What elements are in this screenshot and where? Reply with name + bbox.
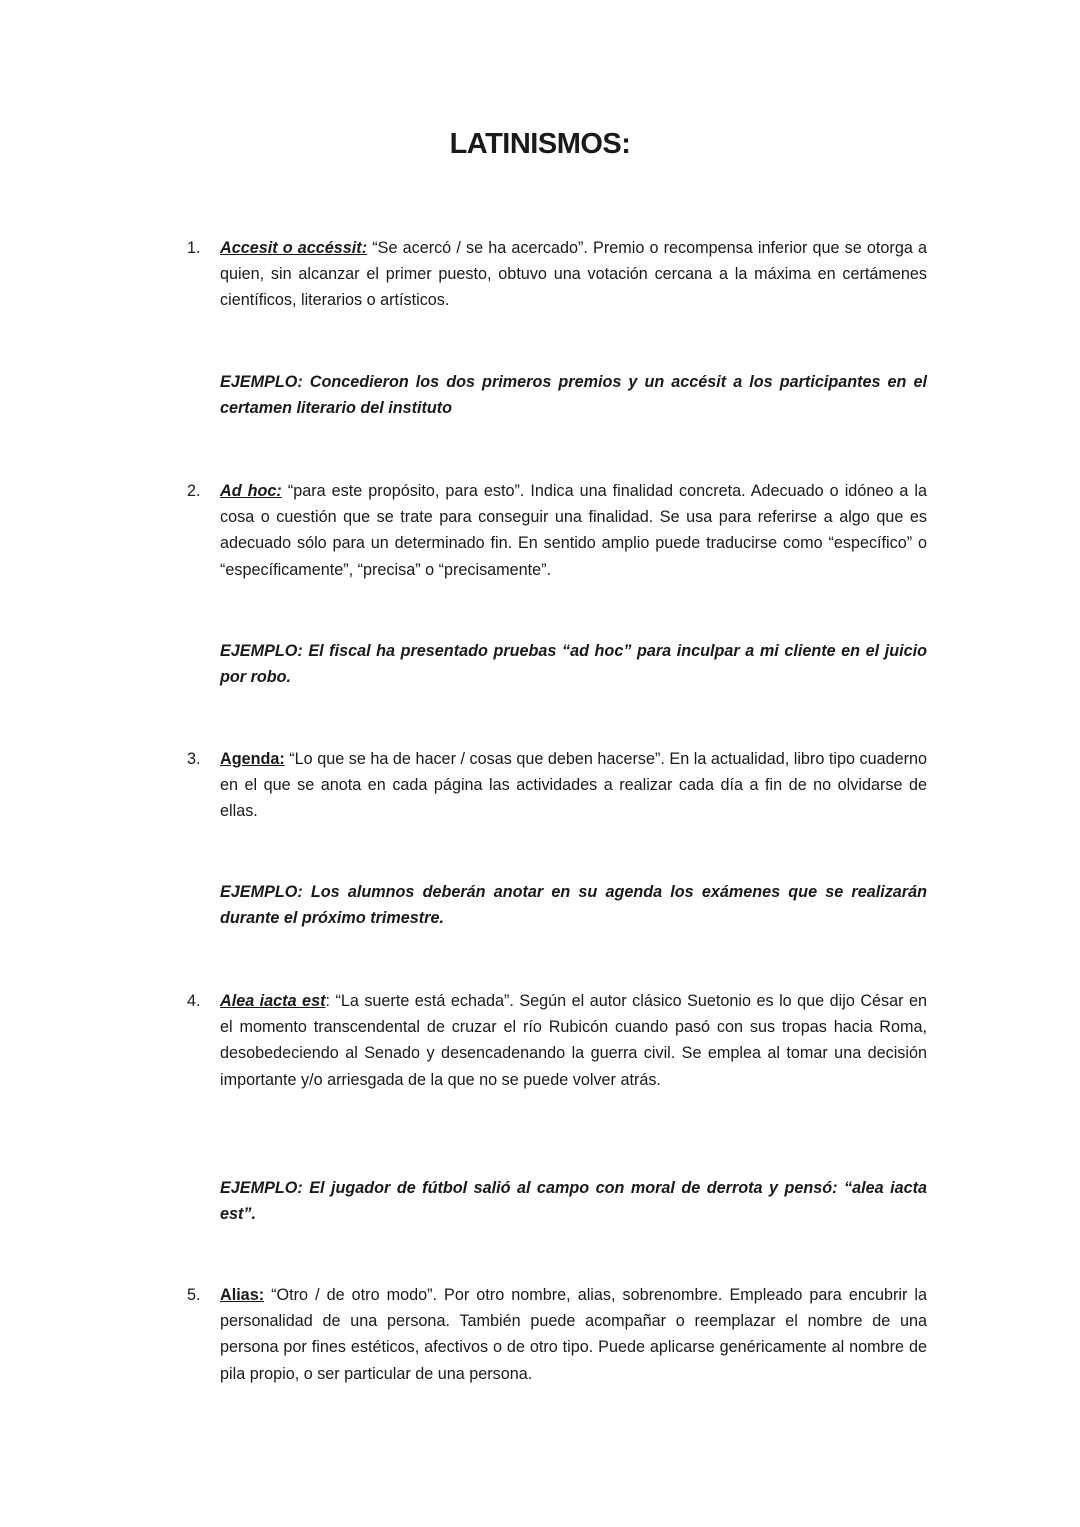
example-text: EJEMPLO: El fiscal ha presentado pruebas “ad hoc” para inculpar a mi cliente en el juicio por robo. — [220, 642, 927, 687]
example-text: EJEMPLO: Concedieron los dos primeros premios y un accésit a los participantes en el certamen literario del instituto — [220, 373, 927, 418]
page-title: LATINISMOS: — [449, 128, 631, 160]
list-item-agenda — [187, 746, 927, 825]
term-label: Accesit o accéssit: — [220, 239, 368, 257]
list-item-body — [220, 746, 927, 825]
term-definition: “Otro / de otro modo”. Por otro nombre, alias, sobrenombre. Empleado para encubrir la personalidad de una persona. También puede acompañar o reemplazar el nombre de una persona por fines estéticos, afectivos o de otro tipo. Puede aplicarse genéricamente al nombre de pila propio, o ser particular de una persona. — [220, 1286, 927, 1383]
term-definition: : “La suerte está echada”. Según el autor clásico Suetonio es lo que dijo César en el momento transcendental de cruzar el río Rubicón cuando pasó con sus tropas hacia Roma, desobedeciendo al Senado y desencadenando la guerra civil. Se emplea al tomar una decisión importante y/o arriesgada de la que no se puede volver atrás. — [220, 992, 927, 1089]
list-item-alias — [187, 1282, 927, 1387]
list-item-accesit — [187, 235, 927, 314]
list-item-number: 3. — [187, 750, 201, 768]
list-item-alea-iacta-est — [187, 988, 927, 1093]
term-label: Agenda: — [220, 750, 285, 768]
example-text: EJEMPLO: El jugador de fútbol salió al campo con moral de derrota y pensó: “alea iacta est”. — [220, 1179, 927, 1224]
list-item-number: 4. — [187, 992, 201, 1010]
example-text: EJEMPLO: Los alumnos deberán anotar en su agenda los exámenes que se realizarán durante el próximo trimestre. — [220, 883, 927, 928]
list-item-body — [220, 988, 927, 1093]
term-label: Alias: — [220, 1286, 265, 1304]
list-item-number: 1. — [187, 239, 201, 257]
term-label: Alea iacta est — [220, 992, 326, 1010]
term-label: Ad hoc: — [220, 482, 282, 500]
term-definition: “Lo que se ha de hacer / cosas que deben hacerse”. En la actualidad, libro tipo cuaderno en el que se anota en cada página las actividades a realizar cada día a fin de no olvidarse de ellas. — [220, 750, 927, 821]
list-item-body — [220, 1282, 927, 1387]
list-item-number: 2. — [187, 482, 201, 500]
list-item-ad-hoc — [187, 478, 927, 583]
list-item-body — [220, 478, 927, 583]
list-item-number: 5. — [187, 1286, 201, 1304]
term-definition: “para este propósito, para esto”. Indica una finalidad concreta. Adecuado o idóneo a la cosa o cuestión que se trate para conseguir una finalidad. Se usa para referirse a algo que es adecuado sólo para un determinado fin. En sentido amplio puede traducirse como “específico” o “específicamente”, “precisa” o “precisamente”. — [220, 482, 928, 579]
list-item-body — [220, 235, 927, 314]
term-definition: “Se acercó / se ha acercado”. Premio o recompensa inferior que se otorga a quien, sin alcanzar el primer puesto, obtuvo una votación cercana a la máxima en certámenes científicos, literarios o artísticos. — [220, 239, 927, 310]
